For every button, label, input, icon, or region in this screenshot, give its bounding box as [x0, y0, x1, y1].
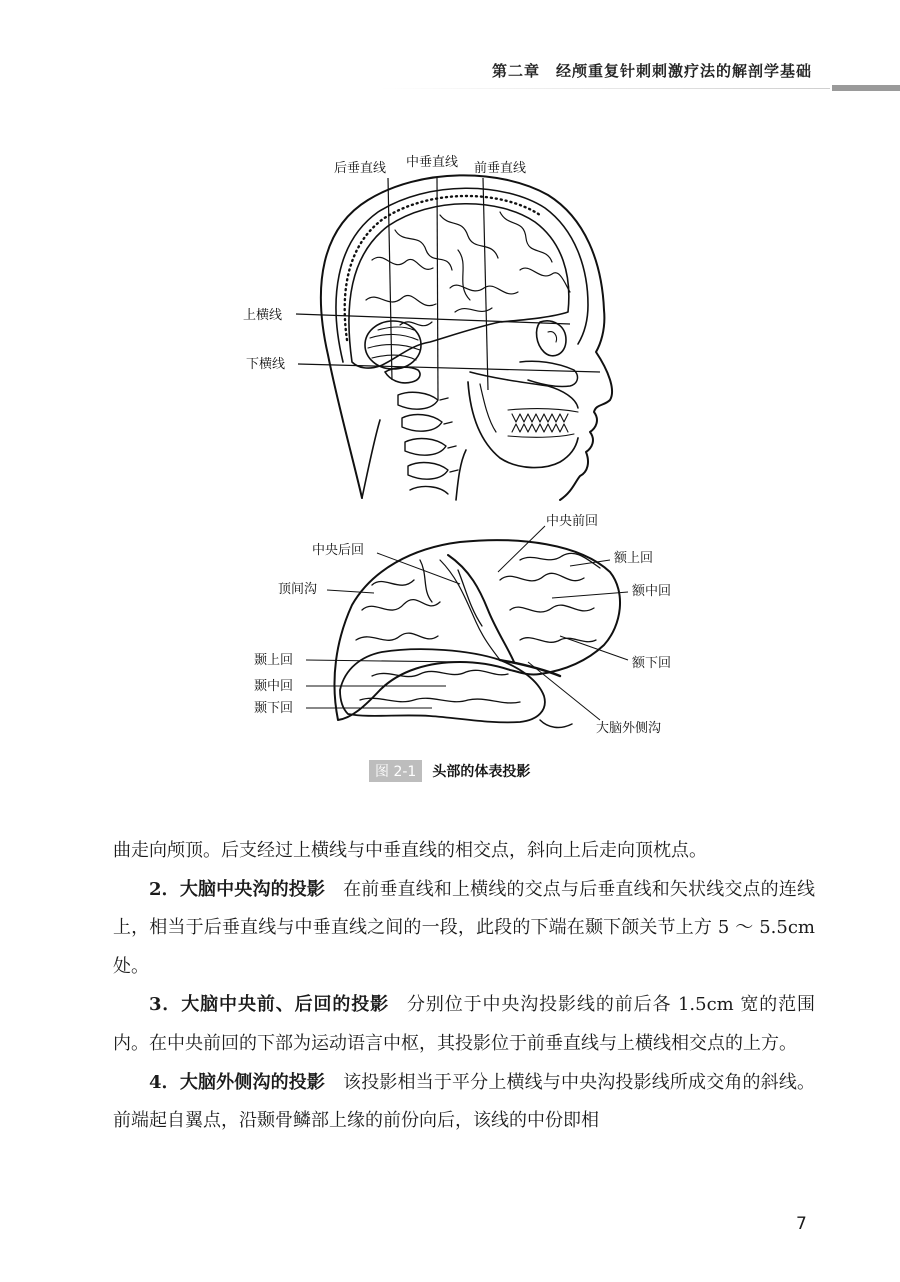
page-number: 7	[796, 1214, 807, 1234]
paragraph-2-text: 在前垂直线和上横线的交点与后垂直线和矢状线交点的连线上，相当于后垂直线与中垂直线之间的一段，此段的下端在颞下颌关节上方 5 ～ 5.5cm 处。	[113, 878, 815, 977]
paragraph-4-text: 该投影相当于平分上横线与中央沟投影线所成交角的斜线。前端起自翼点，沿颞骨鳞部上缘的前份向后，该线的中份即相	[113, 1071, 815, 1132]
brain-illustration	[334, 540, 620, 727]
brain-labels	[254, 513, 671, 736]
paragraph-1: 曲走向颅顶。后支经过上横线与中垂直线的相交点，斜向上后走向顶枕点。	[113, 840, 707, 861]
label-upper-horizontal: 上横线	[243, 308, 283, 323]
label-posterior-vertical: 后垂直线	[334, 161, 387, 176]
anterior-vertical-line	[483, 178, 488, 390]
label-anterior-vertical: 前垂直线	[474, 161, 527, 176]
figure-number: 图 2-1	[369, 760, 422, 782]
chapter-header: 第二章 经颅重复针刺刺激疗法的解剖学基础	[491, 62, 812, 80]
paragraph-3-text: 分别位于中央沟投影线的前后各 1.5cm 宽的范围内。在中央前回的下部为运动语言中枢，其投影位于前垂直线与上横线相交点的上方。	[113, 994, 815, 1054]
label-superior-frontal-gyrus: 额上回	[614, 551, 654, 566]
paragraph-3-heading: 3．大脑中央前、后回的投影	[149, 994, 389, 1016]
label-inferior-frontal-gyrus: 额下回	[632, 656, 672, 671]
middle-vertical-line	[437, 178, 438, 400]
paragraph-4	[113, 1064, 815, 1141]
label-postcentral-gyrus: 中央后回	[312, 543, 365, 558]
paragraph-2	[113, 871, 815, 987]
figure-caption	[369, 760, 530, 782]
label-precentral-gyrus: 中央前回	[546, 514, 599, 529]
figure-title: 头部的体表投影	[432, 764, 531, 780]
label-intraparietal-sulcus: 顶间沟	[278, 582, 318, 597]
label-middle-frontal-gyrus: 额中回	[632, 584, 672, 599]
lower-horizontal-line	[298, 364, 600, 372]
paragraph-4-heading: 4．大脑外侧沟的投影	[149, 1071, 326, 1093]
paragraph-2-heading: 2．大脑中央沟的投影	[149, 878, 326, 900]
label-middle-vertical: 中垂直线	[406, 155, 459, 170]
label-inferior-temporal-gyrus: 颞下回	[254, 701, 294, 716]
body-text	[113, 832, 815, 1141]
head-illustration	[321, 175, 612, 500]
label-superior-temporal-gyrus: 颞上回	[254, 653, 294, 668]
posterior-vertical-line	[388, 178, 392, 380]
paragraph-3	[113, 986, 815, 1063]
label-lower-horizontal: 下横线	[246, 357, 286, 372]
label-middle-temporal-gyrus: 颞中回	[254, 679, 294, 694]
label-lateral-sulcus: 大脑外侧沟	[596, 721, 662, 736]
projection-lines	[296, 178, 600, 400]
